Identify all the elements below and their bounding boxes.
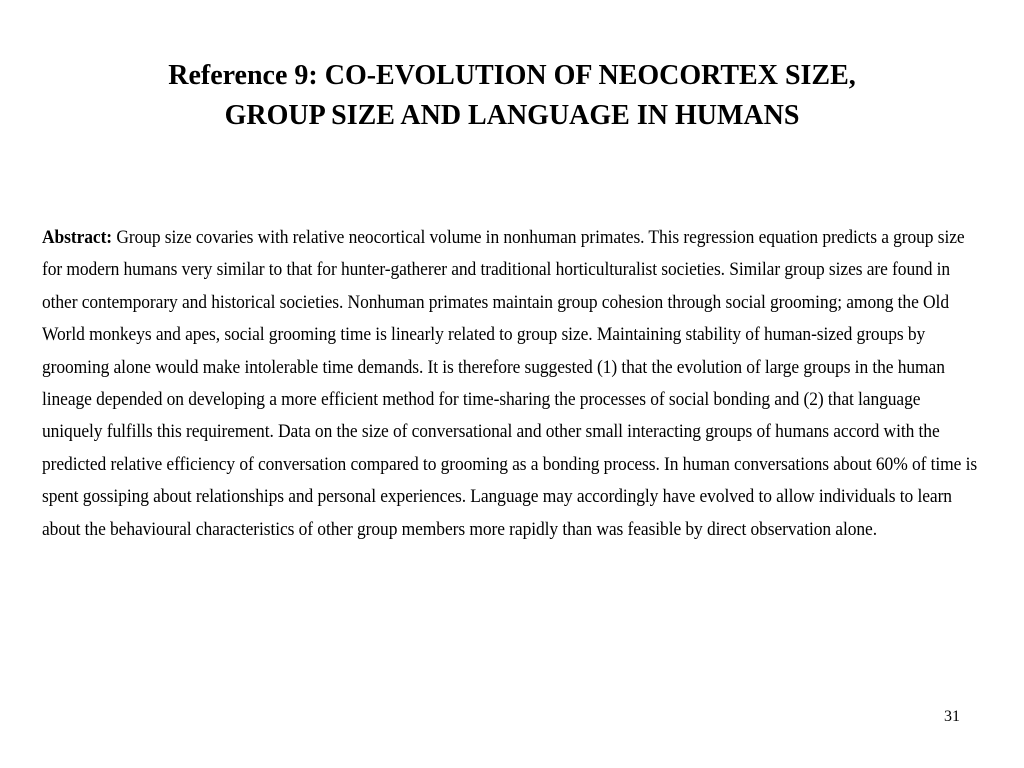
abstract-line: other contemporary and historical societies. Nonhuman primates maintain group cohesion through social grooming; among the Old (42, 291, 949, 313)
slide-title-line-2: GROUP SIZE AND LANGUAGE IN HUMANS (224, 100, 800, 131)
abstract-label: Abstract: (42, 227, 113, 248)
abstract-line: for modern humans very similar to that for hunter-gatherer and traditional horticulturalist societies. Similar group sizes are found in (42, 259, 951, 281)
abstract-line-text: Group size covaries with relative neocortical volume in nonhuman primates. This regression equation predicts a group size (112, 227, 965, 248)
abstract-line (42, 222, 979, 254)
abstract-line: predicted relative efficiency of conversation compared to grooming as a bonding process. In human conversations about 60% of time is (42, 453, 978, 475)
abstract-line: World monkeys and apes, social grooming time is linearly related to group size. Maintaining stability of human-sized groups by (42, 324, 926, 346)
abstract-line: uniquely fulfills this requirement. Data on the size of conversational and other small interacting groups of humans accord with the (42, 421, 940, 443)
abstract-line: lineage depended on developing a more efficient method for time-sharing the processes of social bonding and (2) that language (42, 389, 921, 411)
slide-title-line-1: Reference 9: CO-EVOLUTION OF NEOCORTEX SIZE, (168, 60, 856, 91)
abstract-line: grooming alone would make intolerable time demands. It is therefore suggested (1) that the evolution of large groups in the human (42, 356, 945, 378)
abstract-line: spent gossiping about relationships and personal experiences. Language may accordingly have evolved to allow individuals to learn (42, 486, 952, 508)
slide-title (40, 56, 984, 136)
abstract-text-block (42, 222, 979, 546)
page-number: 31 (944, 708, 960, 725)
abstract-line: about the behavioural characteristics of other group members more rapidly than was feasible by direct observation alone. (42, 518, 877, 540)
